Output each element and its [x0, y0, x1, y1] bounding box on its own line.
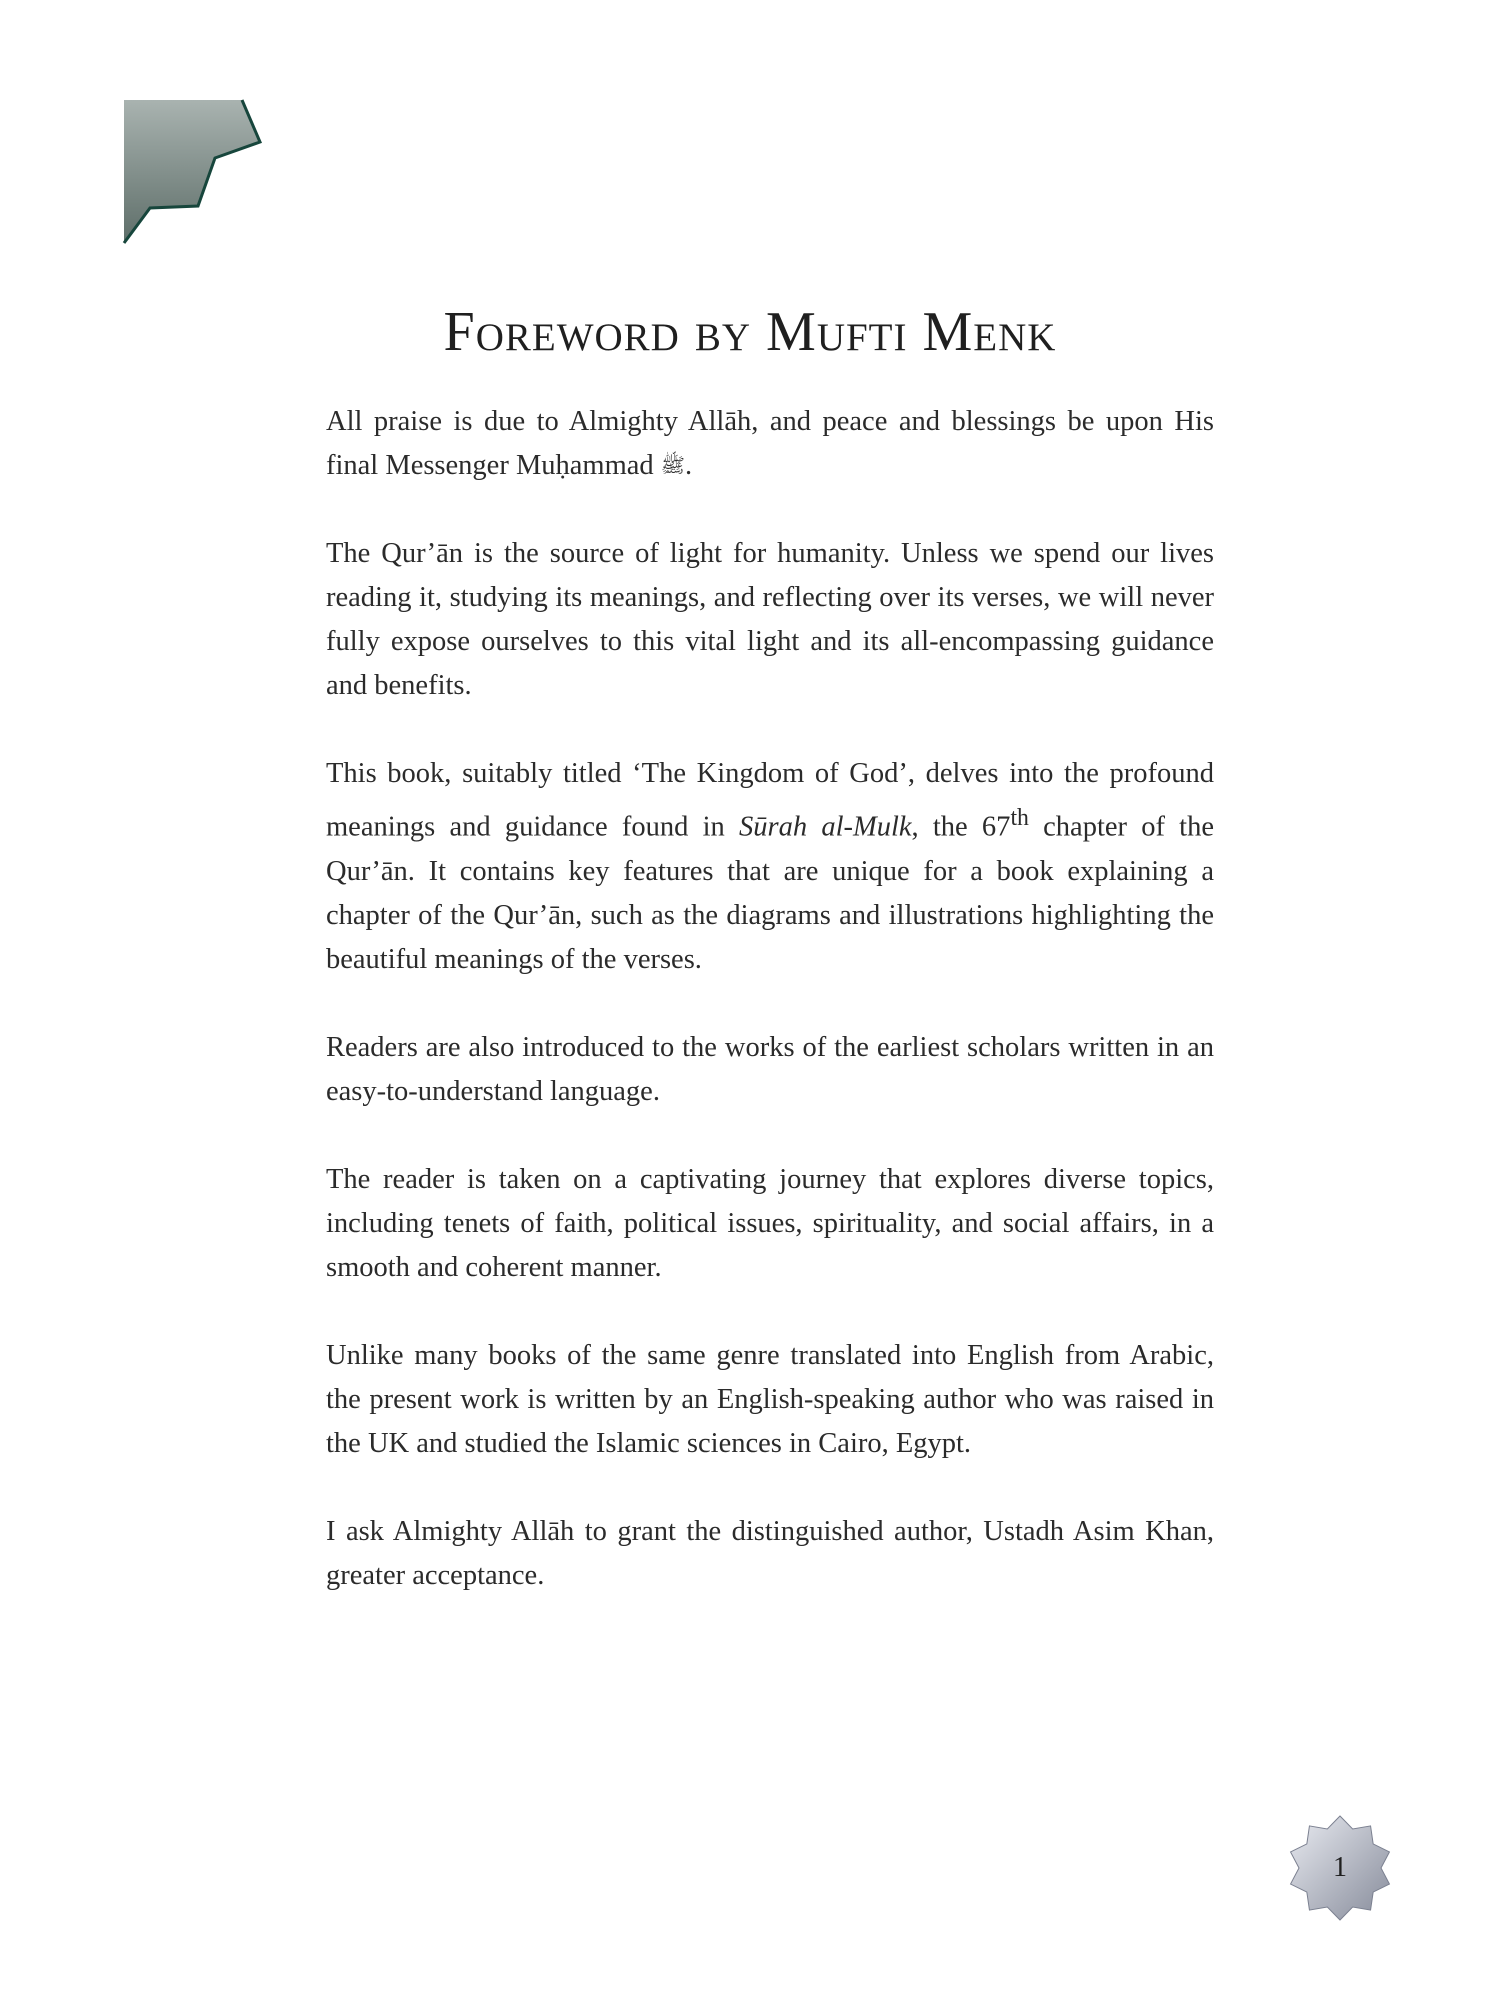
- page-number: 1: [1333, 1852, 1347, 1883]
- paragraph-praise-text: All praise is due to Almighty Allāh, and peace and blessings be upon His final Messenger Muḥammad: [326, 406, 1214, 481]
- paragraph-scholars: Readers are also introduced to the works of the earliest scholars written in an easy-to-understand language.: [326, 1031, 1214, 1107]
- paragraph-book-text-3: chapter of the Qur’ān. It contains key features that are unique for a book explaining a chapter of the Qur’ān, such as the diagrams and illustrations highlighting the beautiful meanings of the verses.: [326, 811, 1214, 975]
- surah-name: Sūrah al-Mulk: [739, 811, 912, 843]
- paragraph-dua: I ask Almighty Allāh to grant the distinguished author, Ustadh Asim Khan, greater acceptance.: [326, 1515, 1214, 1591]
- paragraph-book-text-1: This book, suitably titled ‘The Kingdom of God’, delves into the profound meanings and guidance found in: [326, 758, 1214, 843]
- paragraph-author-background: Unlike many books of the same genre translated into English from Arabic, the present work is written by an English-speaking author who was raised in the UK and studied the Islamic sciences in Cairo, Egypt.: [326, 1339, 1214, 1459]
- page-number-badge: [1286, 1814, 1394, 1922]
- corner-ornament-icon: [120, 98, 270, 248]
- paragraph-praise: [326, 400, 1214, 488]
- page-title: Foreword by Mufti Menk: [443, 301, 1057, 363]
- paragraph-quran-light: The Qur’ān is the source of light for humanity. Unless we spend our lives reading it, studying its meanings, and reflecting over its verses, we will never fully expose ourselves to this vital light and its all-encompassing guidance and benefits.: [326, 538, 1214, 701]
- paragraph-book-description: [326, 752, 1214, 982]
- foreword-body: [326, 400, 1214, 1642]
- salawat-icon: ﷺ: [660, 455, 685, 477]
- ordinal-suffix: th: [1010, 805, 1029, 831]
- paragraph-praise-end: .: [684, 450, 693, 481]
- paragraph-journey: The reader is taken on a captivating journey that explores diverse topics, including tenets of faith, political issues, spirituality, and social affairs, in a smooth and coherent manner.: [326, 1163, 1214, 1283]
- paragraph-book-text-2: , the 67: [911, 811, 1011, 843]
